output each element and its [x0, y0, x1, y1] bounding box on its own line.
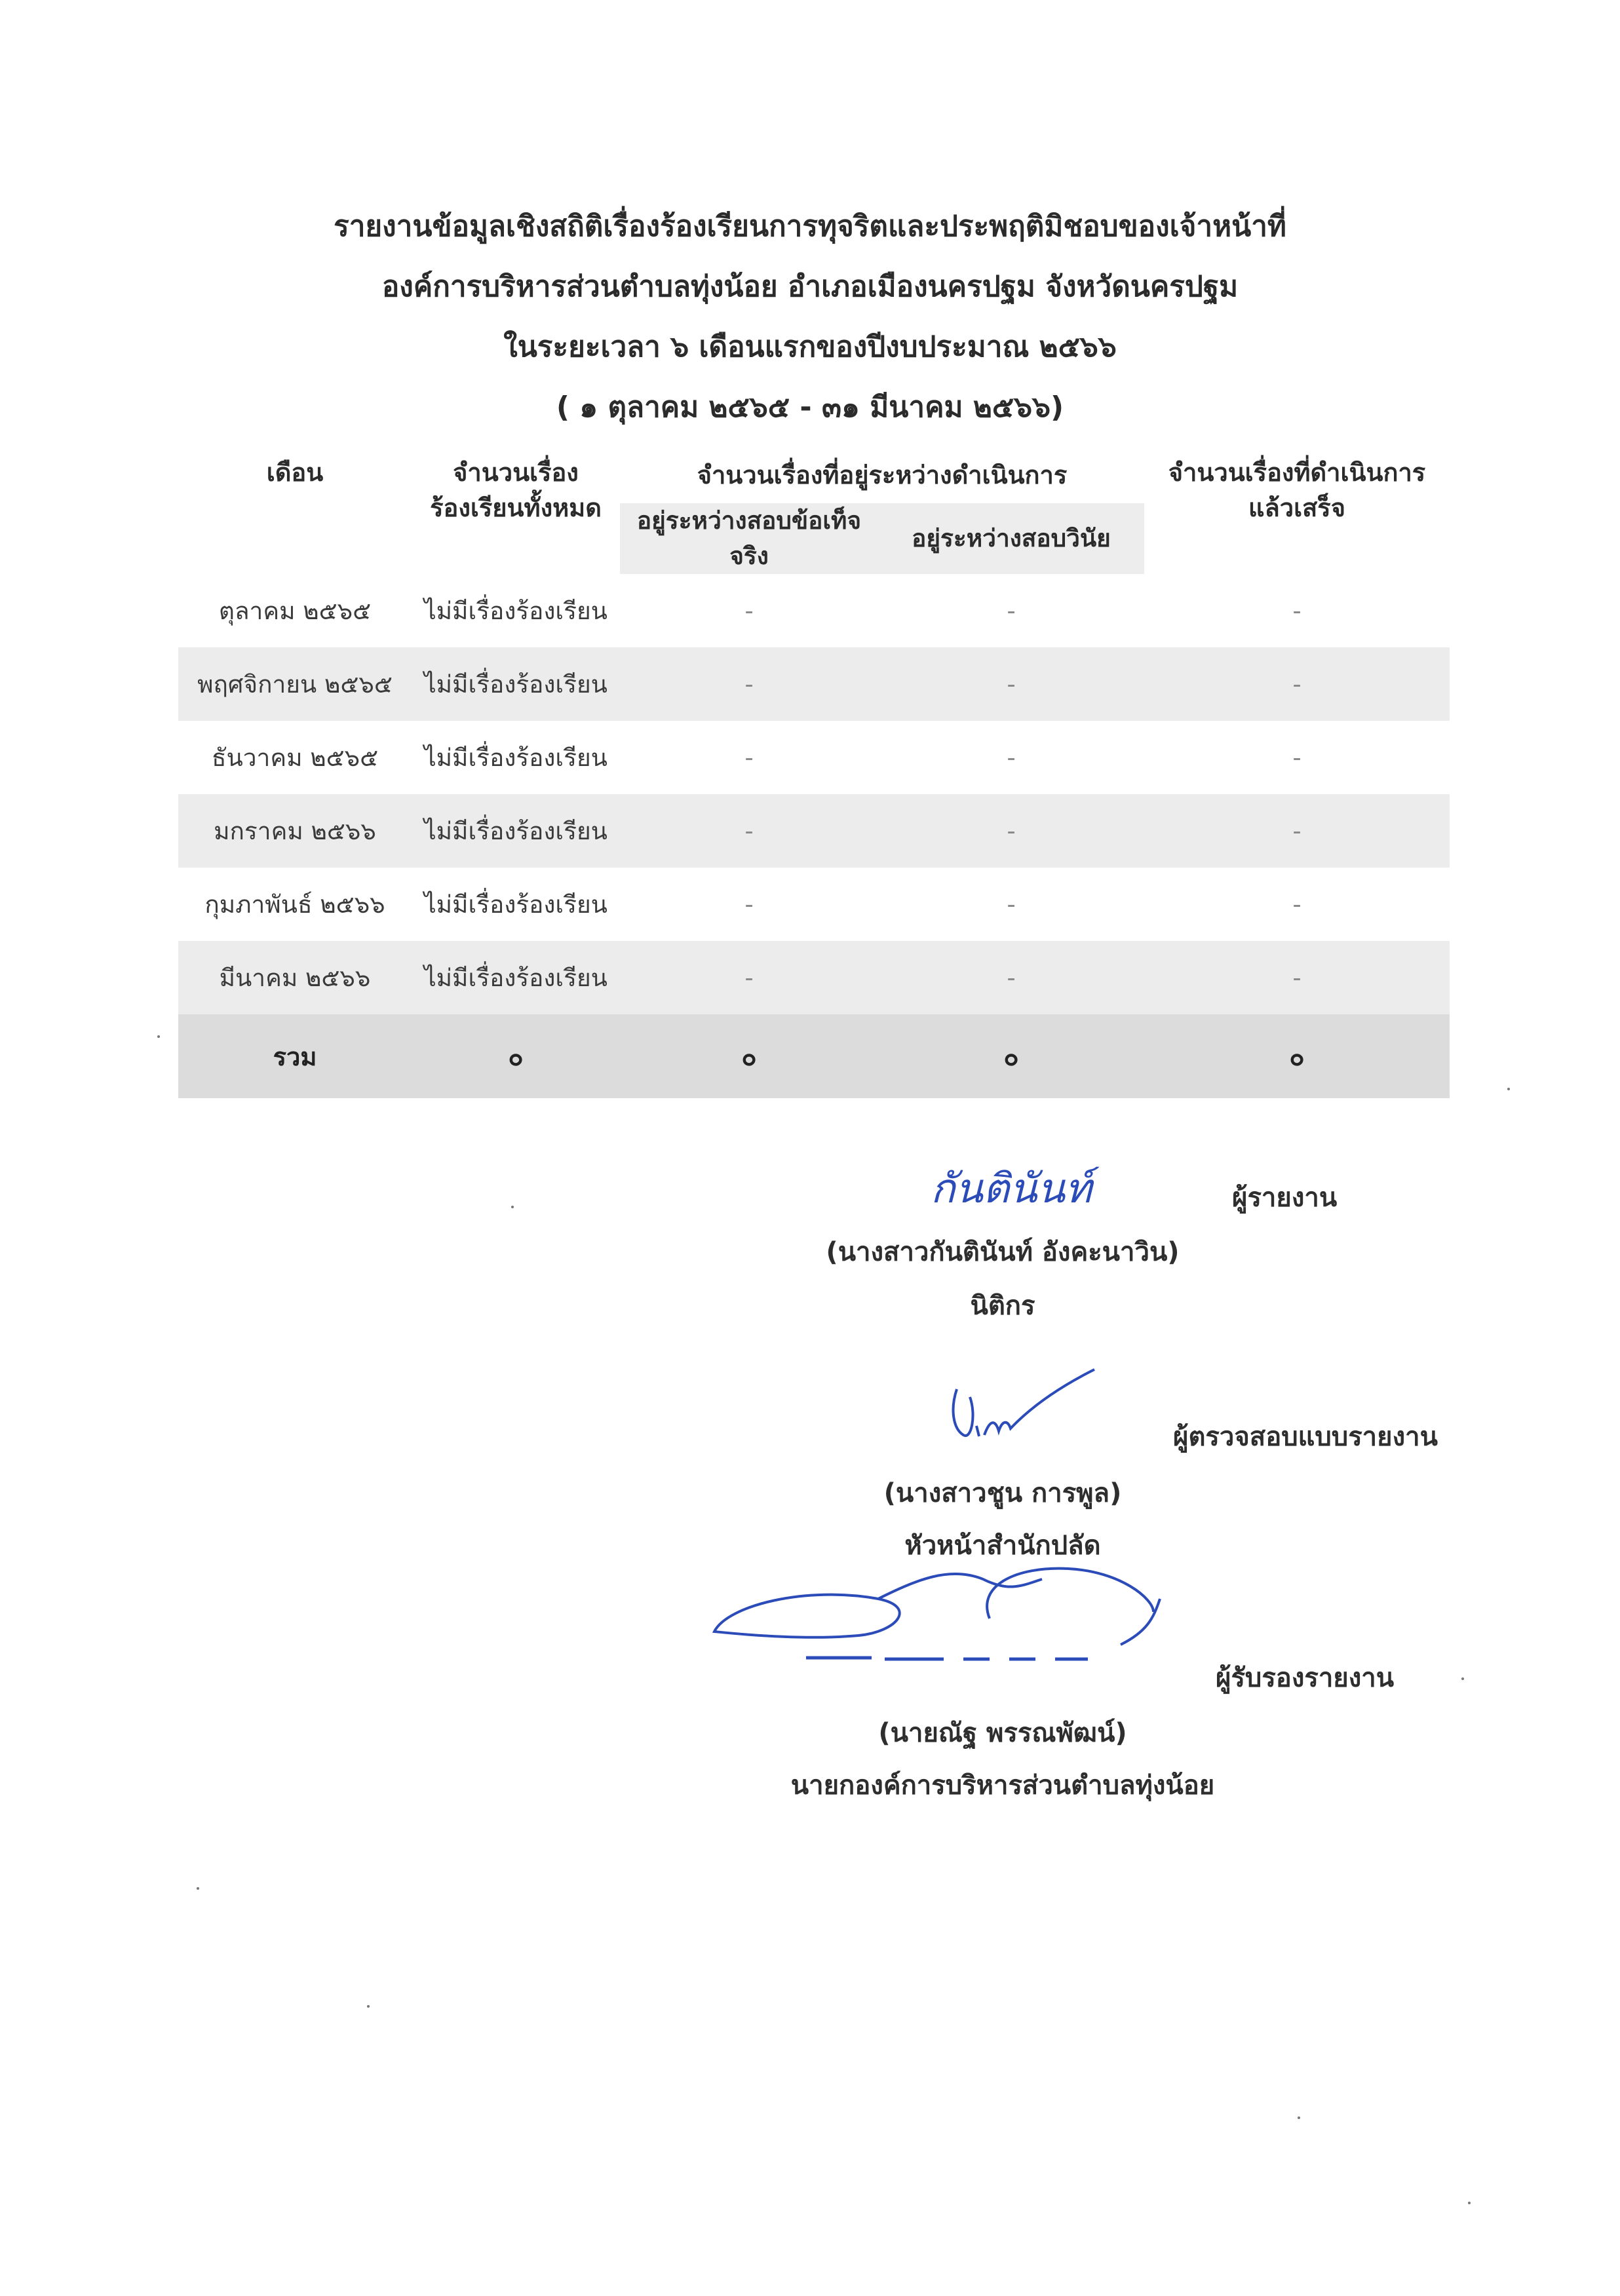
total-discipline: ๐ — [878, 1014, 1144, 1098]
scan-speck — [1468, 2202, 1471, 2204]
header-fact: อยู่ระหว่างสอบข้อเท็จจริง — [620, 503, 878, 574]
table-row — [178, 721, 1450, 794]
row-done: - — [1144, 647, 1450, 721]
header-total-line2: ร้องเรียนทั้งหมด — [430, 493, 602, 522]
scan-speck — [511, 1206, 514, 1208]
scan-speck — [367, 2005, 370, 2008]
certifier-role: ผู้รับรองรายงาน — [1216, 1663, 1395, 1693]
row-done: - — [1144, 868, 1450, 941]
row-status: ไม่มีเรื่องร้องเรียน — [412, 574, 620, 647]
reporter-role: ผู้รายงาน — [1232, 1183, 1338, 1213]
row-fact: - — [620, 941, 878, 1014]
row-status: ไม่มีเรื่องร้องเรียน — [412, 794, 620, 868]
header-done — [1144, 452, 1450, 574]
total-done: ๐ — [1144, 1014, 1450, 1098]
checker-name: (นางสาวชูน การพูล) — [883, 1478, 1122, 1508]
table-row — [178, 868, 1450, 941]
row-month: พฤศจิกายน ๒๕๖๕ — [178, 647, 412, 721]
row-month: มกราคม ๒๕๖๖ — [178, 794, 412, 868]
row-month: ธันวาคม ๒๕๖๕ — [178, 721, 412, 794]
title-line-1: รายงานข้อมูลเชิงสถิติเรื่องร้องเรียนการทุจริตและประพฤติมิชอบของเจ้าหน้าที่ — [334, 210, 1286, 243]
row-month: ตุลาคม ๒๕๖๕ — [178, 574, 412, 647]
row-status: ไม่มีเรื่องร้องเรียน — [412, 868, 620, 941]
reporter-name: (นางสาวกันตินันท์ อังคะนาวิน) — [826, 1237, 1180, 1267]
scan-speck — [1461, 1677, 1464, 1680]
table-row — [178, 794, 1450, 868]
row-fact: - — [620, 647, 878, 721]
total-count: ๐ — [412, 1014, 620, 1098]
title-line-4: ( ๑ ตุลาคม ๒๕๖๕ - ๓๑ มีนาคม ๒๕๖๖) — [556, 391, 1064, 424]
certifier-position: นายกองค์การบริหารส่วนตำบลทุ่งน้อย — [790, 1770, 1215, 1801]
row-discipline: - — [878, 574, 1144, 647]
header-discipline: อยู่ระหว่างสอบวินัย — [878, 503, 1144, 574]
total-row — [178, 1014, 1450, 1098]
header-total-line1: จำนวนเรื่อง — [453, 458, 579, 487]
checker-position: หัวหน้าสำนักปลัด — [904, 1531, 1101, 1561]
row-fact: - — [620, 721, 878, 794]
checker-signature — [931, 1363, 1114, 1461]
header-done-line2: แล้วเสร็จ — [1248, 493, 1345, 522]
row-discipline: - — [878, 868, 1144, 941]
row-done: - — [1144, 574, 1450, 647]
row-fact: - — [620, 868, 878, 941]
certifier-name: (นายณัฐ พรรณพัฒน์) — [878, 1718, 1127, 1748]
scan-speck — [157, 1035, 160, 1038]
statistics-table — [178, 452, 1450, 1098]
row-month: มีนาคม ๒๕๖๖ — [178, 941, 412, 1014]
row-done: - — [1144, 794, 1450, 868]
row-status: ไม่มีเรื่องร้องเรียน — [412, 941, 620, 1014]
table-row — [178, 647, 1450, 721]
row-fact: - — [620, 794, 878, 868]
row-discipline: - — [878, 647, 1144, 721]
title-line-2: องค์การบริหารส่วนตำบลทุ่งน้อย อำเภอเมืองนครปฐม จังหวัดนครปฐม — [381, 270, 1239, 303]
certifier-signature — [701, 1559, 1212, 1677]
total-label: รวม — [178, 1014, 412, 1098]
title-line-3: ในระยะเวลา ๖ เดือนแรกของปีงบประมาณ ๒๕๖๖ — [503, 330, 1117, 364]
header-month: เดือน — [266, 458, 324, 487]
report-title — [0, 197, 1620, 438]
row-done: - — [1144, 941, 1450, 1014]
row-month: กุมภาพันธ์ ๒๕๖๖ — [178, 868, 412, 941]
scan-speck — [1298, 2116, 1300, 2119]
table-row — [178, 941, 1450, 1014]
row-discipline: - — [878, 721, 1144, 794]
row-status: ไม่มีเรื่องร้องเรียน — [412, 647, 620, 721]
checker-role: ผู้ตรวจสอบแบบรายงาน — [1173, 1422, 1438, 1452]
reporter-position: นิติกร — [970, 1291, 1035, 1321]
header-inprogress: จำนวนเรื่องที่อยู่ระหว่างดำเนินการ — [697, 461, 1068, 489]
scan-speck — [1507, 1088, 1510, 1090]
header-done-line1: จำนวนเรื่องที่ดำเนินการ — [1168, 458, 1426, 487]
row-status: ไม่มีเรื่องร้องเรียน — [412, 721, 620, 794]
row-done: - — [1144, 721, 1450, 794]
row-discipline: - — [878, 941, 1144, 1014]
row-fact: - — [620, 574, 878, 647]
total-fact: ๐ — [620, 1014, 878, 1098]
header-total — [412, 452, 620, 574]
scan-speck — [197, 1887, 199, 1890]
reporter-signature — [917, 1153, 1153, 1225]
table-row — [178, 574, 1450, 647]
row-discipline: - — [878, 794, 1144, 868]
reporter-signature-text: กันตินันท์ — [931, 1164, 1092, 1212]
